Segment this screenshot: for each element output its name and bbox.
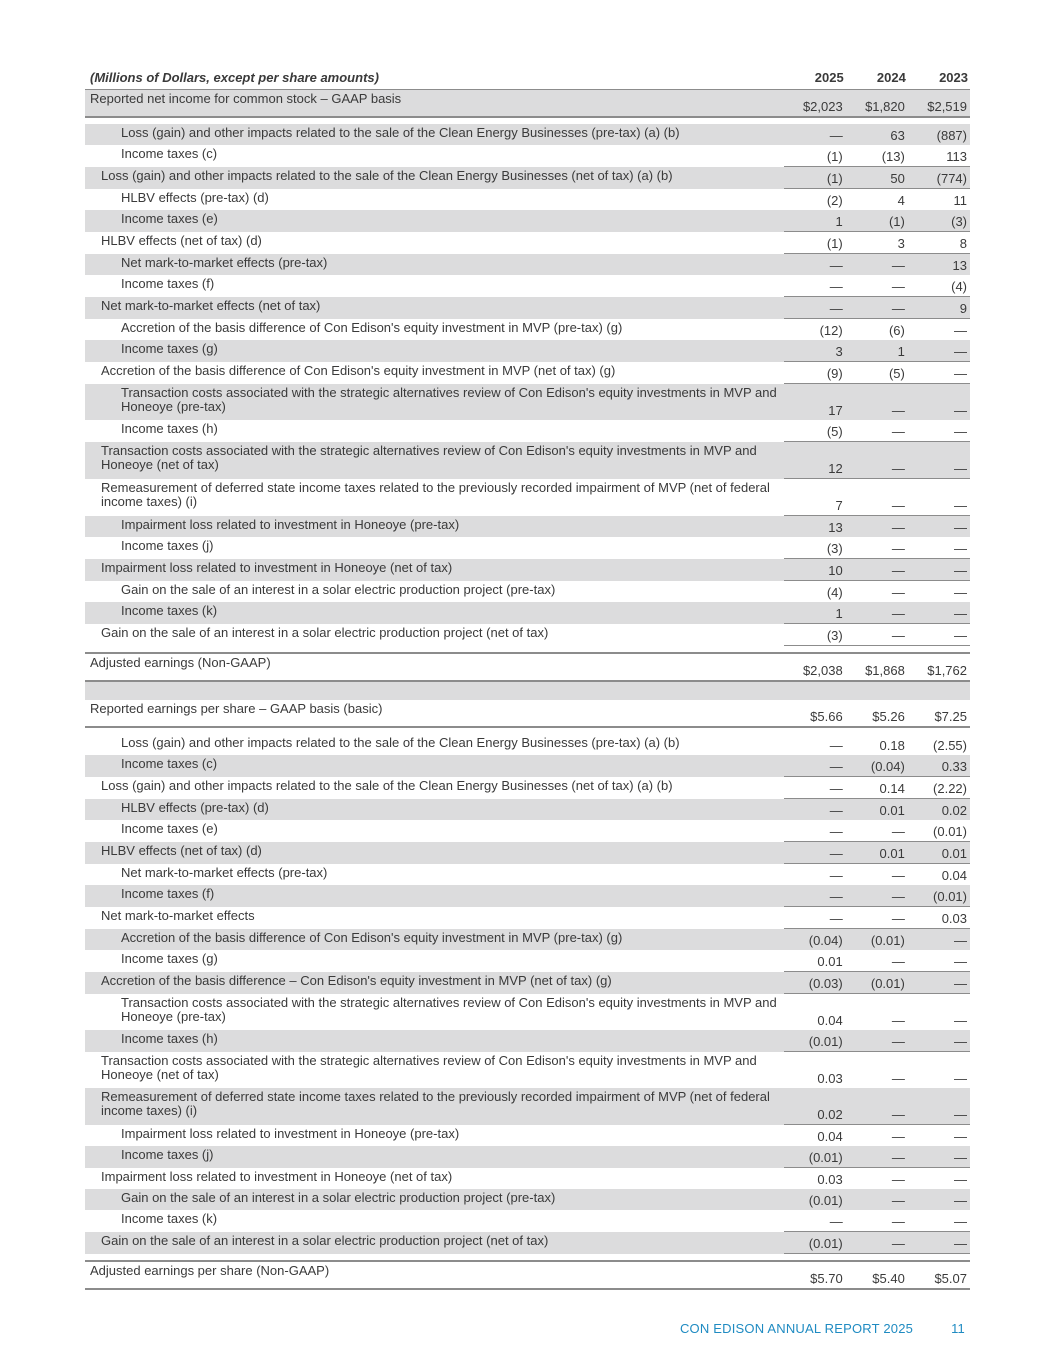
year-heading: 2024 <box>846 71 908 90</box>
spacer-row <box>85 646 970 654</box>
row-value: — <box>784 254 846 276</box>
adjustment-row <box>85 145 970 167</box>
row-value: (774) <box>908 167 970 189</box>
row-label: Income taxes (h) <box>121 421 218 436</box>
row-label: Accretion of the basis difference of Con Edison's equity investment in MVP (pre-tax) (g) <box>85 929 784 951</box>
row-value: $5.70 <box>784 1261 846 1289</box>
reconciliation-table-container <box>85 71 970 1290</box>
adjusted-total-row <box>85 1261 970 1289</box>
adjustment-row <box>85 1030 970 1052</box>
row-value: 17 <box>784 384 846 421</box>
row-label: Gain on the sale of an interest in a solar electric production project (pre-tax) <box>121 581 556 597</box>
row-value: $1,820 <box>846 90 908 118</box>
row-value: — <box>846 516 908 538</box>
spacer-row <box>85 681 970 700</box>
row-value: 0.33 <box>908 755 970 777</box>
row-value: (2) <box>826 193 843 208</box>
adjustment-row <box>85 210 970 232</box>
row-value: (0.01) <box>846 972 908 994</box>
row-value: (12) <box>819 323 843 338</box>
spacer-cell <box>85 1254 970 1262</box>
row-value: — <box>784 124 846 145</box>
table-header-row <box>85 71 970 90</box>
row-value: — <box>954 1129 967 1144</box>
row-label: Income taxes (e) <box>85 210 784 232</box>
row-label: Accretion of the basis difference – Con Edison's equity investment in MVP (net of tax) (g) <box>85 972 784 994</box>
adjustment-row <box>85 842 970 864</box>
adjustment-row <box>85 864 970 886</box>
row-label: Impairment loss related to investment in Honeoye (net of tax) <box>85 559 784 581</box>
row-label: Gain on the sale of an interest in a solar electric production project (net of tax) <box>85 1232 784 1254</box>
row-value: (1) <box>784 145 846 167</box>
row-value: — <box>846 1146 908 1168</box>
row-label: Remeasurement of deferred state income taxes related to the previously recorded impairment of MVP (net of federal income taxes) (i) <box>101 479 770 509</box>
row-value: (2.22) <box>908 777 970 799</box>
row-value: 7 <box>784 479 846 516</box>
year-heading: 2023 <box>908 71 970 90</box>
row-value: — <box>829 738 843 753</box>
row-value: — <box>784 820 846 842</box>
row-value: — <box>846 384 908 421</box>
row-label: Income taxes (k) <box>121 1211 218 1226</box>
row-value: $7.25 <box>908 700 970 727</box>
row-value: — <box>829 868 843 883</box>
row-label: Income taxes (c) <box>85 755 784 777</box>
row-value: — <box>891 1013 905 1028</box>
row-value: (3) <box>784 624 846 646</box>
row-label: Transaction costs associated with the strategic alternatives review of Con Edison's equity investments in MVP and Honeoye (pre-tax) <box>121 994 777 1024</box>
row-value: — <box>908 442 970 479</box>
row-value: — <box>846 1189 908 1210</box>
adjustment-row <box>85 232 970 254</box>
row-label: Reported earnings per share – GAAP basis (basic) <box>85 700 784 727</box>
adjustment-row <box>85 442 970 479</box>
row-value: — <box>846 442 908 479</box>
row-value: 0.01 <box>784 950 846 972</box>
row-value: — <box>908 1232 970 1254</box>
row-label: Adjusted earnings per share (Non-GAAP) <box>85 1261 784 1289</box>
adjustment-row <box>85 1088 970 1125</box>
reported-row <box>85 700 970 727</box>
adjustment-row <box>85 1189 970 1210</box>
row-value: (5) <box>784 420 846 442</box>
row-label: HLBV effects (net of tax) (d) <box>101 232 262 248</box>
row-value: (13) <box>846 145 908 167</box>
row-value: — <box>784 755 846 777</box>
row-value: (9) <box>784 362 846 384</box>
row-value: (0.01) <box>784 1232 846 1254</box>
row-value: — <box>908 479 970 516</box>
row-value: — <box>908 362 970 384</box>
row-value: (3) <box>784 537 846 559</box>
spacer-cell <box>85 646 970 654</box>
row-value: — <box>846 297 908 319</box>
row-value: — <box>954 585 967 600</box>
row-label: Income taxes (k) <box>85 602 784 624</box>
row-value: — <box>954 1013 967 1028</box>
reported-row <box>85 90 970 118</box>
row-label: Income taxes (j) <box>85 1146 784 1168</box>
row-label: Income taxes (e) <box>121 821 218 836</box>
row-value: (0.01) <box>908 885 970 907</box>
adjustment-row <box>85 1210 970 1232</box>
row-value: 1 <box>846 340 908 362</box>
adjustment-row <box>85 602 970 624</box>
row-value: 10 <box>784 559 846 581</box>
row-value: 0.01 <box>908 842 970 864</box>
adjustment-row <box>85 734 970 755</box>
adjustment-row <box>85 1052 970 1089</box>
row-value: — <box>954 323 967 338</box>
row-label: Transaction costs associated with the strategic alternatives review of Con Edison's equity investments in MVP and Honeoye (pre-tax) <box>85 384 784 421</box>
units-heading: (Millions of Dollars, except per share amounts) <box>85 71 784 90</box>
row-value: (0.01) <box>846 929 908 951</box>
row-label: Impairment loss related to investment in Honeoye (net of tax) <box>101 1168 453 1184</box>
row-value: 12 <box>784 442 846 479</box>
adjustment-row <box>85 384 970 421</box>
row-label: Accretion of the basis difference of Con Edison's equity investment in MVP (pre-tax) (g) <box>121 319 623 335</box>
row-value: 50 <box>846 167 908 189</box>
row-value: — <box>784 1210 846 1232</box>
spacer-row <box>85 117 970 124</box>
row-value: (887) <box>908 124 970 145</box>
row-value: $2,038 <box>784 653 846 681</box>
adjustment-row <box>85 820 970 842</box>
row-value: (1) <box>846 210 908 232</box>
row-label: Income taxes (f) <box>85 885 784 907</box>
row-label: Accretion of the basis difference of Con Edison's equity investment in MVP (net of tax) (g) <box>101 362 616 378</box>
adjusted-total-row <box>85 653 970 681</box>
page-footer <box>680 1321 965 1336</box>
row-value: — <box>846 885 908 907</box>
row-label: Adjusted earnings (Non-GAAP) <box>85 653 784 681</box>
adjustment-row <box>85 755 970 777</box>
row-value: — <box>908 537 970 559</box>
row-value: — <box>784 799 846 821</box>
row-value: — <box>846 254 908 276</box>
row-value: — <box>908 1189 970 1210</box>
row-value: 0.04 <box>941 868 967 883</box>
row-label: HLBV effects (net of tax) (d) <box>85 842 784 864</box>
row-value: 4 <box>897 193 905 208</box>
adjustment-row <box>85 1168 970 1190</box>
adjustment-row <box>85 1146 970 1168</box>
report-name: CON EDISON ANNUAL REPORT 2025 <box>679 1321 914 1336</box>
row-value: — <box>846 1232 908 1254</box>
row-value: (4) <box>826 585 843 600</box>
year-heading: 2025 <box>784 71 846 90</box>
row-value: — <box>954 1172 967 1187</box>
adjustment-row <box>85 799 970 821</box>
adjustment-row <box>85 362 970 384</box>
row-value: — <box>846 420 908 442</box>
row-value: — <box>846 950 908 972</box>
row-value: (0.03) <box>784 972 846 994</box>
row-value: 3 <box>784 340 846 362</box>
adjustment-row <box>85 319 970 341</box>
row-label: Transaction costs associated with the strategic alternatives review of Con Edison's equity investments in MVP and Honeoye (net of tax) <box>85 442 784 479</box>
adjustment-row <box>85 189 970 211</box>
row-value: $2,023 <box>784 90 846 118</box>
row-value: — <box>891 1071 905 1086</box>
row-label: Gain on the sale of an interest in a solar electric production project (pre-tax) <box>85 1189 784 1210</box>
row-value: 0.14 <box>846 777 908 799</box>
row-value: (2.55) <box>933 738 967 753</box>
adjustment-row <box>85 340 970 362</box>
adjustment-row <box>85 420 970 442</box>
row-value: (0.04) <box>846 755 908 777</box>
row-label: HLBV effects (pre-tax) (d) <box>121 189 269 205</box>
row-value: 1 <box>784 602 846 624</box>
row-value: (0.01) <box>784 1146 846 1168</box>
row-value: 0.01 <box>846 799 908 821</box>
adjustment-row <box>85 1232 970 1254</box>
adjustment-row <box>85 950 970 972</box>
row-value: — <box>846 275 908 297</box>
row-value: 113 <box>908 145 970 167</box>
row-value: $5.07 <box>908 1261 970 1289</box>
row-value: $2,519 <box>908 90 970 118</box>
row-value: — <box>908 602 970 624</box>
adjustment-row <box>85 972 970 994</box>
row-value: — <box>908 929 970 951</box>
adjustment-row <box>85 516 970 538</box>
row-label: Income taxes (f) <box>121 276 215 291</box>
row-value: — <box>784 275 846 297</box>
row-value: — <box>846 1030 908 1052</box>
row-value: — <box>846 1088 908 1125</box>
row-value: — <box>891 585 905 600</box>
adjustment-row <box>85 777 970 799</box>
row-value: — <box>846 820 908 842</box>
row-label: Transaction costs associated with the strategic alternatives review of Con Edison's equity investments in MVP and Honeoye (net of tax) <box>101 1052 757 1082</box>
row-label: Loss (gain) and other impacts related to the sale of the Clean Energy Businesses (pre-tax) (a) (b) <box>85 124 784 145</box>
row-value: — <box>908 1088 970 1125</box>
row-value: 0.03 <box>817 1071 843 1086</box>
row-value: — <box>846 907 908 929</box>
row-value: 11 <box>953 193 967 208</box>
row-label: Net mark-to-market effects (pre-tax) <box>121 864 328 880</box>
adjustment-row <box>85 124 970 145</box>
row-value: 0.01 <box>846 842 908 864</box>
row-label: Net mark-to-market effects <box>101 907 255 923</box>
row-label: Impairment loss related to investment in Honeoye (pre-tax) <box>85 516 784 538</box>
row-label: Income taxes (j) <box>121 538 214 553</box>
row-value: 9 <box>908 297 970 319</box>
row-label: Income taxes (g) <box>121 951 218 966</box>
row-value: 8 <box>908 232 970 254</box>
spacer-cell <box>85 117 970 124</box>
spacer-row <box>85 1254 970 1262</box>
row-label: Income taxes (c) <box>121 146 218 161</box>
row-value: $5.26 <box>846 700 908 727</box>
row-value: — <box>891 868 905 883</box>
row-value: — <box>846 559 908 581</box>
row-value: $1,762 <box>908 653 970 681</box>
row-value: 0.04 <box>817 1013 843 1028</box>
row-label: Loss (gain) and other impacts related to the sale of the Clean Energy Businesses (pre-tax) (a) (b) <box>121 735 680 750</box>
row-label: Reported net income for common stock – GAAP basis <box>85 90 784 118</box>
row-value: — <box>908 972 970 994</box>
row-value: — <box>784 907 846 929</box>
row-value: (6) <box>888 323 905 338</box>
row-value: — <box>784 297 846 319</box>
row-value: — <box>784 842 846 864</box>
adjustment-row <box>85 994 970 1031</box>
adjustment-row <box>85 581 970 603</box>
row-value: — <box>954 1071 967 1086</box>
row-value: (0.01) <box>784 1189 846 1210</box>
row-value: — <box>908 516 970 538</box>
row-value: (0.04) <box>784 929 846 951</box>
page-number: 11 <box>951 1321 965 1336</box>
adjustment-row <box>85 885 970 907</box>
adjustment-row <box>85 254 970 276</box>
row-value: — <box>784 885 846 907</box>
row-value: — <box>846 537 908 559</box>
row-value: (1) <box>784 232 846 254</box>
row-value: — <box>846 1210 908 1232</box>
row-label: HLBV effects (pre-tax) (d) <box>85 799 784 821</box>
reconciliation-table <box>85 71 970 1290</box>
row-value: $1,868 <box>846 653 908 681</box>
row-value: 0.04 <box>817 1129 843 1144</box>
row-label: Net mark-to-market effects (net of tax) <box>85 297 784 319</box>
row-value: — <box>891 1129 905 1144</box>
row-value: (4) <box>908 275 970 297</box>
row-value: 13 <box>784 516 846 538</box>
row-label: Impairment loss related to investment in Honeoye (pre-tax) <box>121 1125 460 1141</box>
row-label: Remeasurement of deferred state income taxes related to the previously recorded impairment of MVP (net of federal income taxes) (i) <box>85 1088 784 1125</box>
adjustment-row <box>85 297 970 319</box>
row-value: 63 <box>846 124 908 145</box>
row-value: 1 <box>784 210 846 232</box>
spacer-cell <box>85 681 970 700</box>
row-value: — <box>908 1146 970 1168</box>
adjustment-row <box>85 559 970 581</box>
row-value: — <box>846 602 908 624</box>
row-value: 0.02 <box>908 799 970 821</box>
row-value: — <box>784 777 846 799</box>
row-label: Net mark-to-market effects (pre-tax) <box>85 254 784 276</box>
row-value: (3) <box>908 210 970 232</box>
row-value: (0.01) <box>784 1030 846 1052</box>
row-label: Gain on the sale of an interest in a solar electric production project (net of tax) <box>101 624 549 640</box>
adjustment-row <box>85 167 970 189</box>
row-value: — <box>908 1030 970 1052</box>
adjustment-row <box>85 1125 970 1147</box>
row-value: 0.03 <box>908 907 970 929</box>
adjustment-row <box>85 624 970 646</box>
row-value: $5.40 <box>846 1261 908 1289</box>
adjustment-row <box>85 907 970 929</box>
row-value: — <box>846 479 908 516</box>
row-value: 0.02 <box>784 1088 846 1125</box>
row-label: Income taxes (h) <box>85 1030 784 1052</box>
row-value: (1) <box>784 167 846 189</box>
spacer-row <box>85 727 970 734</box>
row-value: (5) <box>846 362 908 384</box>
row-value: — <box>908 384 970 421</box>
row-label: Loss (gain) and other impacts related to the sale of the Clean Energy Businesses (net of tax) (a) (b) <box>101 777 673 793</box>
row-value: 13 <box>908 254 970 276</box>
row-value: — <box>908 340 970 362</box>
row-value: — <box>846 624 908 646</box>
adjustment-row <box>85 479 970 516</box>
row-value: — <box>908 559 970 581</box>
row-value: 3 <box>846 232 908 254</box>
spacer-cell <box>85 727 970 734</box>
row-value: — <box>891 1172 905 1187</box>
row-label: Loss (gain) and other impacts related to the sale of the Clean Energy Businesses (net of tax) (a) (b) <box>85 167 784 189</box>
row-value: — <box>908 420 970 442</box>
row-value: 0.03 <box>817 1172 843 1187</box>
adjustment-row <box>85 275 970 297</box>
adjustment-row <box>85 537 970 559</box>
row-value: $5.66 <box>784 700 846 727</box>
row-value: — <box>908 950 970 972</box>
row-label: Income taxes (g) <box>85 340 784 362</box>
row-value: (0.01) <box>908 820 970 842</box>
adjustment-row <box>85 929 970 951</box>
row-value: — <box>908 624 970 646</box>
row-value: 0.18 <box>879 738 905 753</box>
row-value: — <box>908 1210 970 1232</box>
